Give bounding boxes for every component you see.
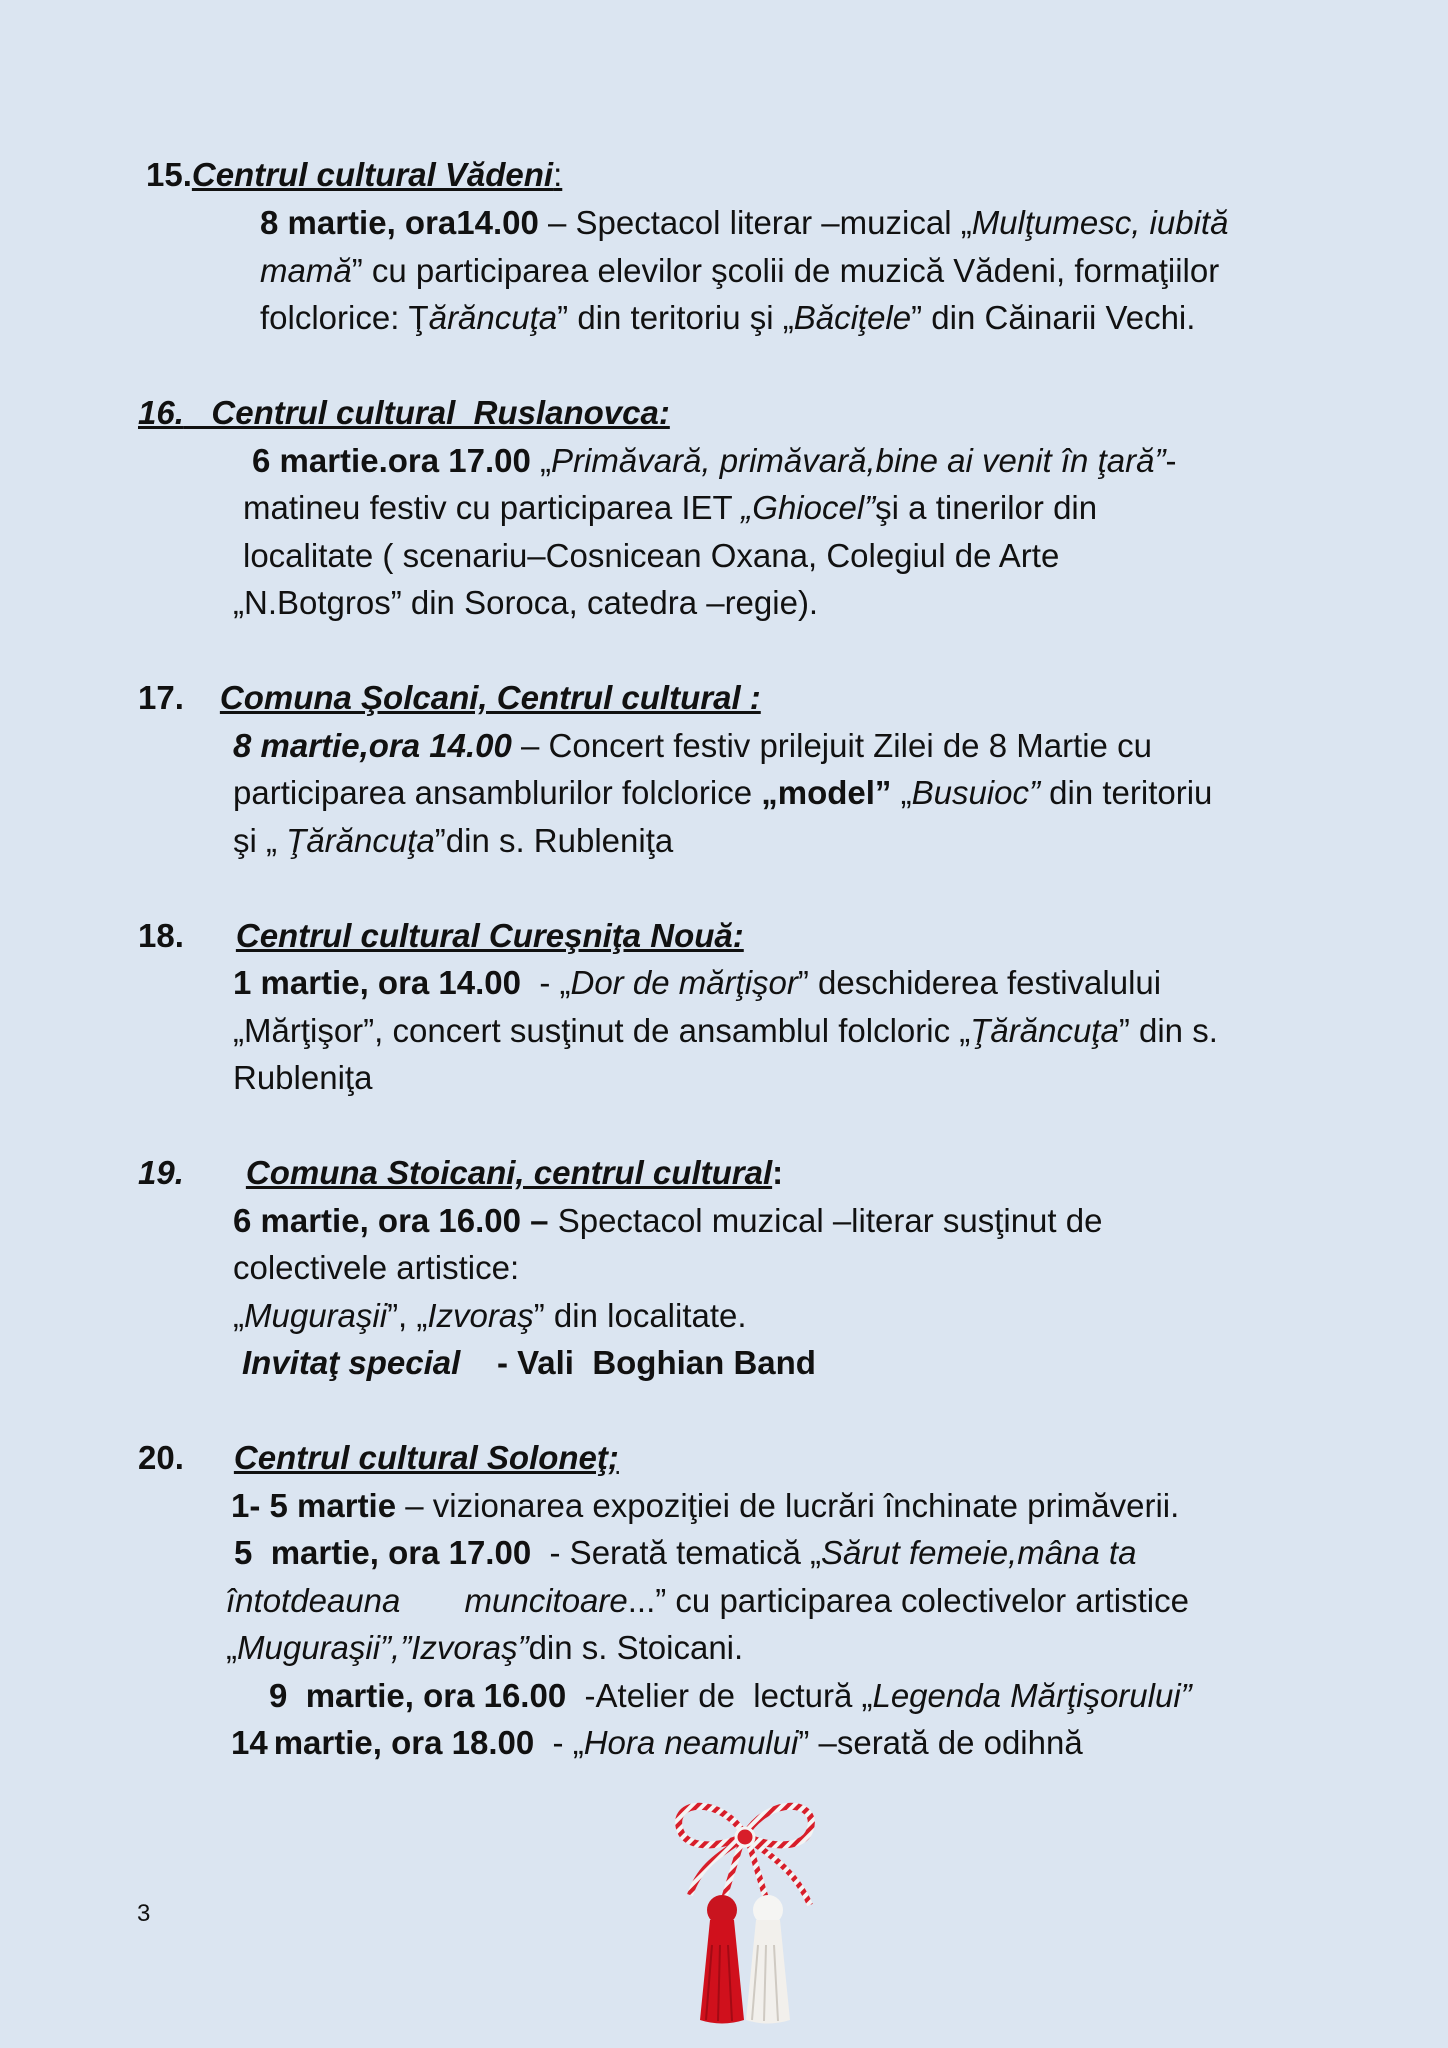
section-16-line-1 — [252, 439, 1176, 483]
section-15-line-1 — [260, 201, 1228, 245]
section-20-line-5 — [269, 1674, 1192, 1718]
text: matineu festiv cu participarea IET — [243, 489, 742, 526]
section-18-line-2 — [233, 1009, 1218, 1053]
text: 14 — [231, 1724, 268, 1761]
section-20-heading — [138, 1436, 619, 1480]
section-20-line-3 — [226, 1579, 1189, 1623]
text: Busuioc” — [911, 774, 1040, 811]
text: - — [1165, 442, 1177, 479]
text: Sărut femeie,mâna ta — [820, 1534, 1137, 1571]
text: „ — [226, 1629, 237, 1666]
text: ” din localitate. — [533, 1297, 747, 1334]
text: – Spectacol literar –muzical „ — [538, 204, 972, 241]
event-date: 8 martie,ora 14.00 — [233, 727, 512, 764]
text: - „ — [534, 1724, 584, 1761]
event-date: 9 martie, ora 16.00 — [269, 1677, 567, 1714]
text: – vizionarea expoziţiei de lucrări închinate primăverii. — [396, 1487, 1180, 1524]
text: „Ghiocel” — [741, 489, 876, 526]
text: Primăvară, primăvară,bine ai venit în ţară” — [551, 442, 1166, 479]
page-number: 3 — [137, 1900, 151, 1927]
section-18-line-3: Rubleniţa — [233, 1059, 373, 1096]
section-17-heading — [138, 676, 761, 720]
section-number: 15. — [146, 156, 192, 193]
section-16-heading — [138, 391, 670, 435]
section-18-heading — [138, 914, 744, 958]
section-20-line-6 — [231, 1721, 1083, 1765]
text: „ — [530, 442, 552, 479]
text: „ — [233, 1297, 244, 1334]
text: ” din teritoriu şi „ — [557, 299, 794, 336]
event-date: 6 martie, ora 16.00 – — [233, 1202, 549, 1239]
event-date: 5 martie, ora 17.00 — [234, 1534, 532, 1571]
section-title: Comuna Şolcani, Centrul cultural : — [219, 679, 761, 716]
text: ” din Căinarii Vechi. — [911, 299, 1196, 336]
event-date: martie, ora 18.00 — [273, 1724, 535, 1761]
event-date: 1 martie, ora 14.00 — [233, 964, 522, 1001]
text: Muguraşii”,”Izvoraş” — [237, 1629, 529, 1666]
text: din teritoriu — [1039, 774, 1213, 811]
section-16-line-2 — [243, 486, 1097, 530]
text: şi a tinerilor din — [875, 489, 1098, 526]
colon: : — [772, 1154, 784, 1191]
event-date: 6 martie.ora 17.00 — [252, 442, 531, 479]
text: Ţărăncuţa — [286, 822, 435, 859]
martisor-tassel-icon — [660, 1795, 830, 2030]
section-20-line-4 — [226, 1626, 743, 1670]
text: folclorice: Ţ — [260, 299, 429, 336]
text: Invitaţ special — [242, 1344, 461, 1381]
section-19-line-3 — [233, 1294, 747, 1338]
event-date: 1- 5 martie — [231, 1487, 397, 1524]
section-19-heading — [138, 1151, 783, 1195]
text: -Atelier de lectură „ — [566, 1677, 873, 1714]
text: Mulţumesc, iubită — [971, 204, 1229, 241]
text: – Concert festiv prilejuit Zilei de 8 Martie cu — [511, 727, 1152, 764]
section-15-line-2 — [260, 249, 1219, 293]
text: ” cu participarea elevilor şcolii de muzică Vădeni, formaţiilor — [351, 252, 1220, 289]
section-19-line-1 — [233, 1199, 1102, 1243]
text: Ţărăncuţa — [970, 1012, 1119, 1049]
text: „model” — [761, 774, 892, 811]
section-title: Centrul cultural Soloneţ; — [233, 1439, 619, 1476]
text: întotdeauna muncitoare — [226, 1582, 628, 1619]
section-20-line-1 — [231, 1484, 1179, 1528]
text: „ — [891, 774, 912, 811]
text: Izvoraş — [427, 1297, 534, 1334]
text: ” –serată de odihnă — [798, 1724, 1083, 1761]
text: Legenda Mărţişorului” — [872, 1677, 1192, 1714]
text: Muguraşii — [244, 1297, 388, 1334]
text: şi „ — [233, 822, 287, 859]
text: ” din s. — [1118, 1012, 1218, 1049]
section-17-line-2 — [233, 771, 1212, 815]
section-number: 16. — [138, 394, 184, 431]
section-number: 20. — [138, 1439, 184, 1476]
section-17-line-1 — [233, 724, 1152, 768]
section-16-line-3: localitate ( scenariu–Cosnicean Oxana, Colegiul de Arte — [243, 537, 1060, 574]
section-20-line-2 — [234, 1531, 1136, 1575]
section-19-line-4 — [242, 1341, 816, 1385]
event-date: 8 martie, ora14.00 — [260, 204, 539, 241]
text: ”din s. Rubleniţa — [434, 822, 674, 859]
text: Dor de mărţişor — [570, 964, 798, 1001]
section-title: Centrul cultural Ruslanovca: — [183, 394, 670, 431]
colon: : — [553, 156, 563, 193]
text: - Vali Boghian Band — [460, 1344, 816, 1381]
text: - Serată tematică „ — [531, 1534, 821, 1571]
text: - „ — [521, 964, 571, 1001]
section-16-line-4: „N.Botgros” din Soroca, catedra –regie). — [233, 584, 819, 621]
section-18-line-1 — [233, 961, 1161, 1005]
section-number: 18. — [138, 917, 184, 954]
section-19-line-2: colectivele artistice: — [233, 1249, 520, 1286]
text: mamă — [260, 252, 352, 289]
text: participarea ansamblurilor folclorice — [233, 774, 762, 811]
text: Spectacol muzical –literar susţinut de — [548, 1202, 1103, 1239]
section-17-line-3 — [233, 819, 673, 863]
text: ” deschiderea festivalului — [797, 964, 1162, 1001]
section-number: 19. — [138, 1154, 184, 1191]
section-title: Comuna Stoicani, centrul cultural — [245, 1154, 773, 1191]
section-15-line-3 — [260, 296, 1195, 340]
text: Hora neamului — [583, 1724, 799, 1761]
text: Băciţele — [793, 299, 912, 336]
text: ”, „ — [387, 1297, 428, 1334]
text: din s. Stoicani. — [528, 1629, 744, 1666]
text: ărăncuţa — [428, 299, 558, 336]
section-title: Centrul cultural Cureşniţa Nouă: — [235, 917, 744, 954]
section-number: 17. — [138, 679, 184, 716]
section-title: Centrul cultural Vădeni — [191, 156, 554, 193]
text: ...” cu participarea colectivelor artistice — [627, 1582, 1189, 1619]
section-15-heading — [146, 153, 562, 197]
text: „Mărţişor”, concert susţinut de ansamblul folcloric „ — [233, 1012, 971, 1049]
